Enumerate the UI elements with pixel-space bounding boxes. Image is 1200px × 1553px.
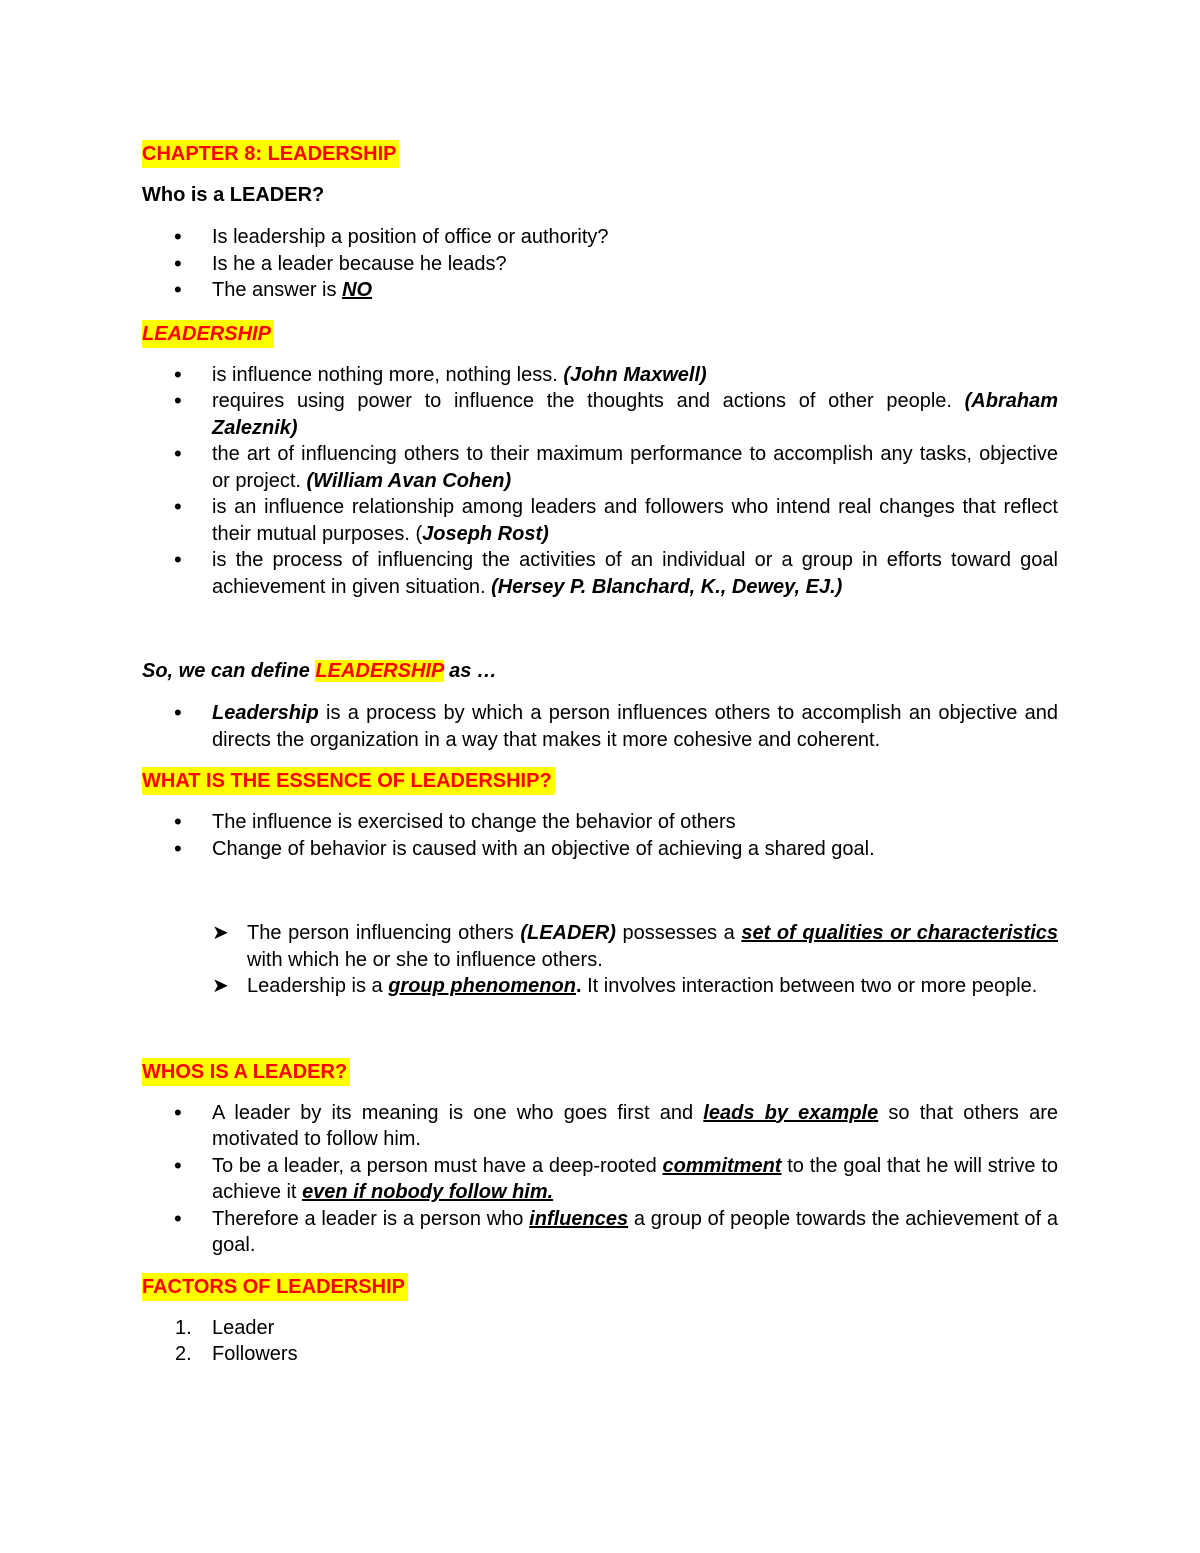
factor-label: Leader: [212, 1316, 275, 1339]
list-item-text: A leader by its meaning is one who goes first and: [212, 1101, 704, 1124]
essence-heading-text: WHAT IS THE ESSENCE OF LEADERSHIP?: [142, 767, 555, 795]
list-item: [142, 836, 1058, 863]
list-item: [142, 1100, 1058, 1153]
bullet-icon: •: [174, 388, 182, 413]
document-page: [142, 140, 1058, 1368]
define-prefix: So, we can define: [142, 660, 316, 682]
leadership-heading: [142, 320, 1058, 348]
factor-item: [142, 1315, 1058, 1342]
emphasis-underlined: influences: [529, 1207, 629, 1230]
define-statement: [142, 658, 1058, 685]
arrow-item: [142, 920, 1058, 973]
definition-text: is the process of influencing the activities of an individual or a group in efforts toward goal achievement in given situation.: [212, 549, 1058, 598]
definition-text: is influence nothing more, nothing less.: [212, 363, 564, 386]
arrow-item: [142, 973, 1058, 1000]
emphasis-underlined: even if nobody follow him.: [302, 1181, 554, 1203]
definition-author: (John Maxwell): [563, 363, 707, 386]
definition-item: [142, 494, 1058, 547]
answer-value: NO: [342, 279, 373, 301]
arrow-bullet-icon: ➤: [212, 975, 229, 997]
list-item-text: Is leadership a position of office or authority?: [212, 226, 609, 248]
define-suffix: as …: [443, 660, 497, 682]
bullet-icon: •: [174, 250, 182, 276]
definitions-list: [142, 362, 1058, 601]
definition-item: [142, 547, 1058, 600]
arrow-text: with which he or she to influence others.: [247, 948, 603, 971]
definition-author: (Hersey P. Blanchard, K., Dewey, EJ.): [491, 575, 843, 598]
factors-list: [142, 1315, 1058, 1368]
bullet-icon: •: [174, 1152, 182, 1178]
list-item: [142, 224, 1058, 251]
factor-number: 2.: [175, 1343, 192, 1365]
definition-text: is an influence relationship among leaders and followers who intend real changes that reflect their mutual purposes. (: [212, 496, 1058, 545]
list-item: [142, 251, 1058, 278]
definition-item: [142, 388, 1058, 441]
arrow-text: Leadership is a: [247, 975, 389, 997]
arrow-text: It involves interaction between two or more people.: [581, 975, 1038, 997]
bullet-icon: •: [174, 224, 182, 249]
chapter-title: CHAPTER 8: LEADERSHIP: [142, 140, 399, 168]
list-item-text: to the goal that he will strive to achieve it: [212, 1154, 1059, 1203]
answer-prefix: The answer is: [212, 279, 343, 301]
define-list: [142, 700, 1058, 753]
arrow-list: [142, 920, 1058, 1000]
definition-item: [142, 362, 1058, 389]
factors-heading: [142, 1273, 1058, 1301]
bullet-icon: •: [174, 700, 182, 725]
define-text: is a process by which a person influences others to accomplish an objective and directs the organization in a way that makes it more cohesive and coherent.: [212, 702, 1058, 751]
whos-heading-text: WHOS IS A LEADER?: [142, 1058, 350, 1086]
definition-author: Joseph Rost): [422, 522, 549, 545]
bullet-icon: •: [174, 1099, 182, 1125]
factor-number: 1.: [175, 1316, 192, 1339]
essence-list: [142, 809, 1058, 862]
whos-heading: [142, 1058, 1058, 1086]
leadership-heading-text: LEADERSHIP: [142, 320, 274, 348]
arrow-period: .: [575, 975, 582, 997]
factor-item: [142, 1341, 1058, 1368]
arrow-bullet-icon: ➤: [212, 922, 229, 944]
arrow-underlined: group phenomenon: [388, 975, 576, 997]
arrow-bold: (LEADER): [520, 922, 616, 944]
definition-text: the art of influencing others to their maximum performance to accomplish any tasks, objective or project.: [212, 443, 1058, 492]
definition-text: requires using power to influence the thoughts and actions of other people.: [212, 390, 965, 412]
definition-author: (Abraham Zaleznik): [212, 390, 1058, 439]
bullet-icon: •: [174, 361, 182, 387]
who-bullet-list: [142, 224, 1058, 304]
list-item-text: The influence is exercised to change the behavior of others: [212, 811, 736, 833]
bullet-icon: •: [174, 547, 182, 572]
arrow-underlined: set of qualities or characteristics: [741, 922, 1058, 944]
definition-author: (William Avan Cohen): [306, 469, 512, 492]
bullet-icon: •: [174, 835, 182, 861]
who-question: Who is a LEADER?: [142, 184, 325, 206]
list-item-text: so that others are motivated to follow him.: [212, 1101, 1058, 1150]
define-highlight: LEADERSHIP: [315, 660, 444, 682]
list-item-text: a group of people towards the achievement of a goal.: [212, 1207, 1058, 1256]
emphasis-underlined: leads by example: [703, 1101, 879, 1124]
bullet-icon: •: [174, 441, 182, 466]
factors-heading-text: FACTORS OF LEADERSHIP: [142, 1273, 408, 1301]
definition-item: [142, 441, 1058, 494]
whos-list: [142, 1100, 1058, 1259]
arrow-text: The person influencing others: [247, 922, 521, 944]
list-item-text: To be a leader, a person must have a deep-rooted: [212, 1154, 663, 1177]
bullet-icon: •: [174, 277, 182, 302]
chapter-heading: [142, 140, 1058, 168]
list-item: [142, 700, 1058, 753]
list-item-text: Therefore a leader is a person who: [212, 1207, 530, 1230]
factor-label: Followers: [212, 1343, 298, 1365]
list-item: [142, 809, 1058, 836]
arrow-text: possesses a: [615, 922, 742, 944]
essence-heading: [142, 767, 1058, 795]
bullet-icon: •: [174, 809, 182, 834]
emphasis-underlined: commitment: [662, 1154, 782, 1177]
bullet-icon: •: [174, 1205, 182, 1231]
bullet-icon: •: [174, 494, 182, 519]
list-item: [142, 1206, 1058, 1259]
list-item-text: Is he a leader because he leads?: [212, 252, 507, 275]
define-term: Leadership: [212, 702, 319, 724]
list-item-text: Change of behavior is caused with an objective of achieving a shared goal.: [212, 837, 875, 860]
list-item: [142, 277, 1058, 304]
list-item: [142, 1153, 1058, 1206]
